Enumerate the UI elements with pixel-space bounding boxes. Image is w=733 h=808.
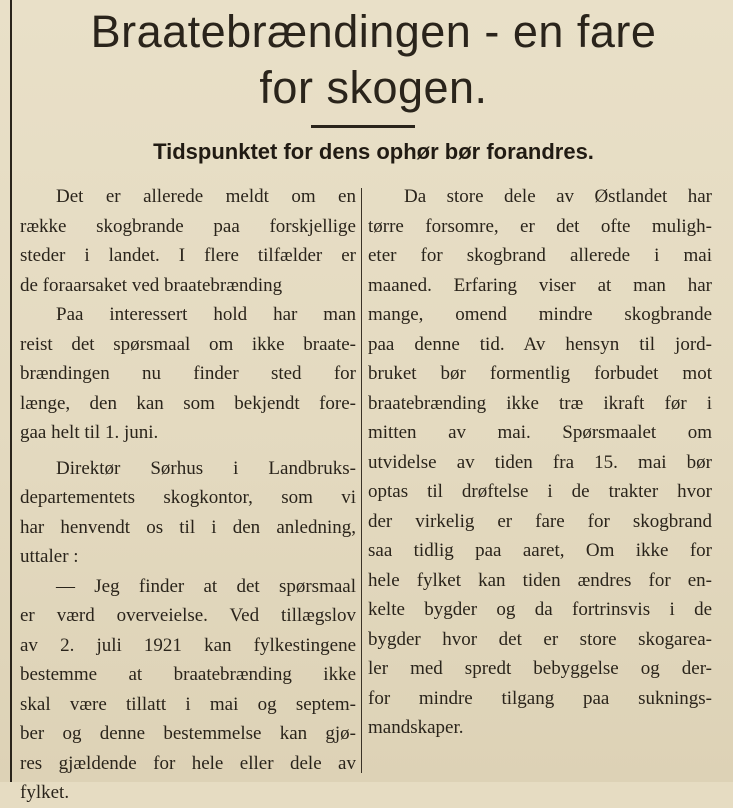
- text-line: optas til drøftelse i de trakter hvor: [368, 481, 712, 502]
- text-line: de foraarsaket ved braatebrænding: [20, 274, 283, 296]
- text-line: hele fylket kan tiden ændres for en-: [368, 569, 712, 591]
- text-line: Det er allerede meldt om en: [56, 186, 356, 207]
- page-border-rule: [10, 0, 12, 782]
- text-line: Direktør Sørhus i Landbruks-: [56, 457, 356, 479]
- text-line: ler med spredt bebyggelse og der-: [368, 658, 712, 679]
- text-line: uttaler :: [20, 546, 79, 567]
- text-line: skal være tillatt i mai og septem-: [20, 693, 356, 715]
- text-line: mandskaper.: [368, 717, 464, 738]
- text-line: eter for skogbrand allerede i mai: [368, 245, 712, 266]
- text-line: række skogbrande paa forskjellige: [20, 215, 356, 237]
- text-line: departementets skogkontor, som vi: [20, 487, 356, 508]
- text-line: kelte bygder og da fortrinsvis i de: [368, 599, 712, 620]
- text-line: tørre forsomre, er det ofte muligh-: [368, 215, 712, 237]
- text-line: har henvendt os til i den anledning,: [20, 516, 356, 538]
- text-line: bestemme at braatebrænding ikke: [20, 664, 356, 685]
- text-line: fylket.: [20, 782, 70, 803]
- text-line: braatebrænding ikke træ ikraft før i: [368, 392, 712, 414]
- article-headline: [14, 4, 733, 116]
- headline-line-1: Braatebrændingen - en fare: [90, 6, 657, 57]
- text-line: mitten av mai. Spørsmaalet om: [368, 422, 712, 443]
- text-line: brændingen nu finder sted for: [20, 363, 356, 384]
- article-subheadline: Tidspunktet for dens ophør bør forandres.: [153, 139, 594, 164]
- headline-divider: [311, 125, 415, 128]
- text-line: av 2. juli 1921 kan fylkestingene: [20, 634, 356, 656]
- text-line: steder i landet. I flere tilfælder er: [20, 245, 356, 266]
- text-line: mange, omend mindre skogbrande: [368, 304, 712, 325]
- text-line: der virkelig er fare for skogbrand: [368, 510, 712, 532]
- text-line: reist det spørsmaal om ikke braate-: [20, 333, 356, 355]
- text-line: bygder hvor det er store skogarea-: [368, 628, 712, 650]
- left-column: [20, 182, 356, 808]
- text-line: Paa interessert hold har man: [56, 304, 356, 325]
- text-line: utvidelse av tiden fra 15. mai bør: [368, 451, 712, 473]
- text-line: — Jeg finder at det spørsmaal: [56, 575, 356, 597]
- text-line: maaned. Erfaring viser at man har: [368, 274, 712, 296]
- text-line: længe, den kan som bekjendt fore-: [20, 392, 356, 414]
- text-line: ber og denne bestemmelse kan gjø-: [20, 723, 356, 744]
- text-line: paa denne tid. Av hensyn til jord-: [368, 333, 712, 355]
- text-line: for mindre tilgang paa suknings-: [368, 687, 712, 709]
- text-line: res gjældende for hele eller dele av: [20, 752, 356, 774]
- right-column: [368, 182, 712, 743]
- headline-line-2: for skogen.: [259, 62, 488, 113]
- text-line: gaa helt til 1. juni.: [20, 422, 159, 443]
- text-line: saa tidlig paa aaret, Om ikke for: [368, 540, 712, 561]
- text-line: Da store dele av Østlandet har: [404, 186, 712, 207]
- column-rule: [361, 188, 362, 773]
- text-line: er værd overveielse. Ved tillægslov: [20, 605, 356, 626]
- text-line: bruket bør formentlig forbudet mot: [368, 363, 712, 384]
